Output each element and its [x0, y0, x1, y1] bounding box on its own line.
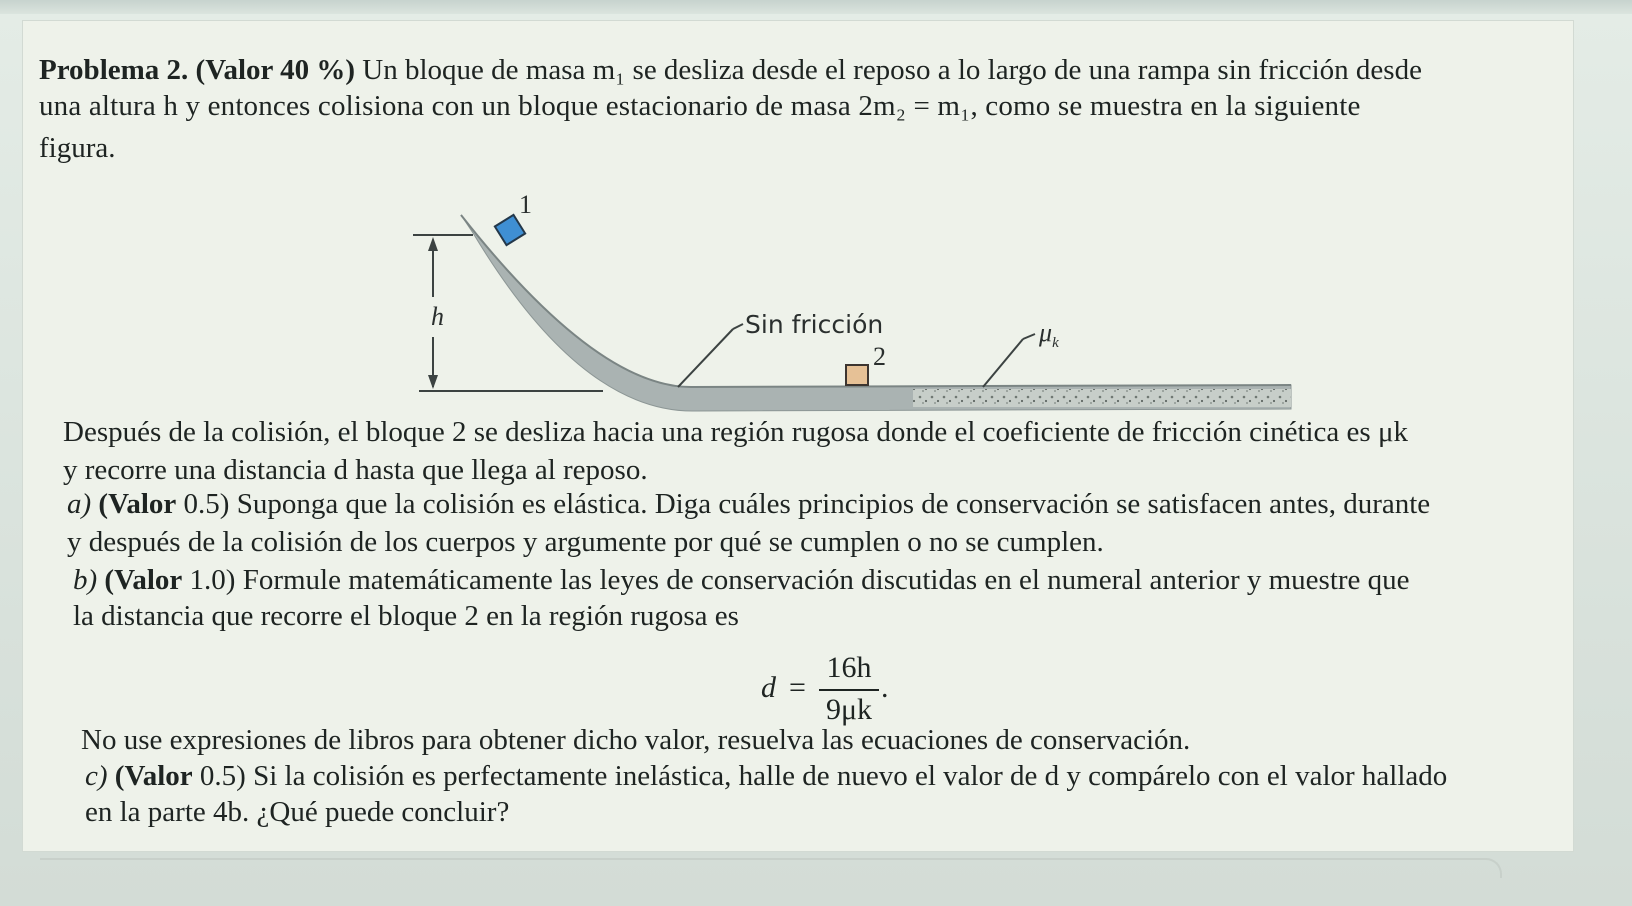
ramp-figure	[413, 189, 1313, 429]
frictionless-leader-tick	[733, 324, 743, 329]
intro-line-3: figura.	[39, 132, 116, 164]
formula-period: .	[881, 671, 889, 704]
formula-fraction-bar	[819, 689, 879, 691]
intro-line-1-text: Un bloque de masa m₁ se desliza desde el reposo a lo largo de una rampa sin fricción desde	[362, 54, 1422, 86]
bottom-edge-line	[40, 858, 1502, 878]
part-b-letter: b)	[73, 564, 98, 596]
problem-sheet	[22, 20, 1574, 852]
part-b-value: (Valor	[104, 564, 183, 596]
part-c-letter: c)	[85, 760, 108, 792]
mu-label: $\mu_k$	[1039, 318, 1059, 351]
frictionless-label: Sin fricción	[745, 310, 884, 339]
rough-region	[913, 389, 1291, 407]
note-line: No use expresiones de libros para obtener dicho valor, resuelva las ecuaciones de conservación.	[81, 724, 1191, 756]
after-line-2: y recorre una distancia d hasta que llega al reposo.	[63, 454, 648, 486]
part-b-line-1-text: Formule matemáticamente las leyes de conservación discutidas en el numeral anterior y muestre que	[242, 564, 1410, 596]
block-1-label: 1	[519, 190, 532, 219]
top-strip	[0, 0, 1632, 14]
part-a-line-2: y después de la colisión de los cuerpos y argumente por qué se cumplen o no se cumplen.	[67, 526, 1104, 558]
part-c-value: (Valor	[114, 760, 193, 792]
part-b-number: 1.0)	[189, 564, 236, 596]
part-c-number: 0.5)	[199, 760, 246, 792]
formula-lhs: d	[761, 671, 776, 704]
mu-leader-tick	[1023, 334, 1035, 339]
problem-label: Problema 2.	[39, 54, 189, 86]
after-line-1: Después de la colisión, el bloque 2 se desliza hacia una región rugosa donde el coeficiente de fricción cinética es μk	[63, 416, 1409, 448]
part-a-line-1	[67, 483, 1430, 526]
intro-line-2: una altura h y entonces colisiona con un bloque estacionario de masa 2m₂ = m₁, como se muestra en la siguiente	[39, 90, 1361, 122]
frictionless-leader-line	[678, 329, 733, 387]
formula-denominator: 9μk	[825, 693, 873, 726]
height-label: h	[431, 302, 444, 331]
block-1	[495, 215, 525, 245]
part-a-letter: a)	[67, 488, 92, 520]
formula-equals: =	[789, 671, 806, 704]
part-b-line-2: la distancia que recorre el bloque 2 en la región rugosa es	[73, 600, 739, 632]
block-2-label: 2	[873, 342, 886, 371]
problem-value: (Valor 40 %)	[195, 54, 356, 86]
part-a-value: (Valor	[98, 488, 177, 520]
part-c-line-1-text: Si la colisión es perfectamente inelástica, halle de nuevo el valor de d y compárelo con el valor hallado	[253, 760, 1448, 792]
part-c-line-2: en la parte 4b. ¿Qué puede concluir?	[85, 796, 510, 828]
part-a-line-1-text: Suponga que la colisión es elástica. Diga cuáles principios de conservación se satisfacen antes, durante	[236, 488, 1431, 520]
formula-numerator: 16h	[826, 651, 872, 684]
part-a-number: 0.5)	[183, 488, 230, 520]
block-2	[846, 365, 868, 385]
mu-leader-line	[983, 339, 1023, 387]
